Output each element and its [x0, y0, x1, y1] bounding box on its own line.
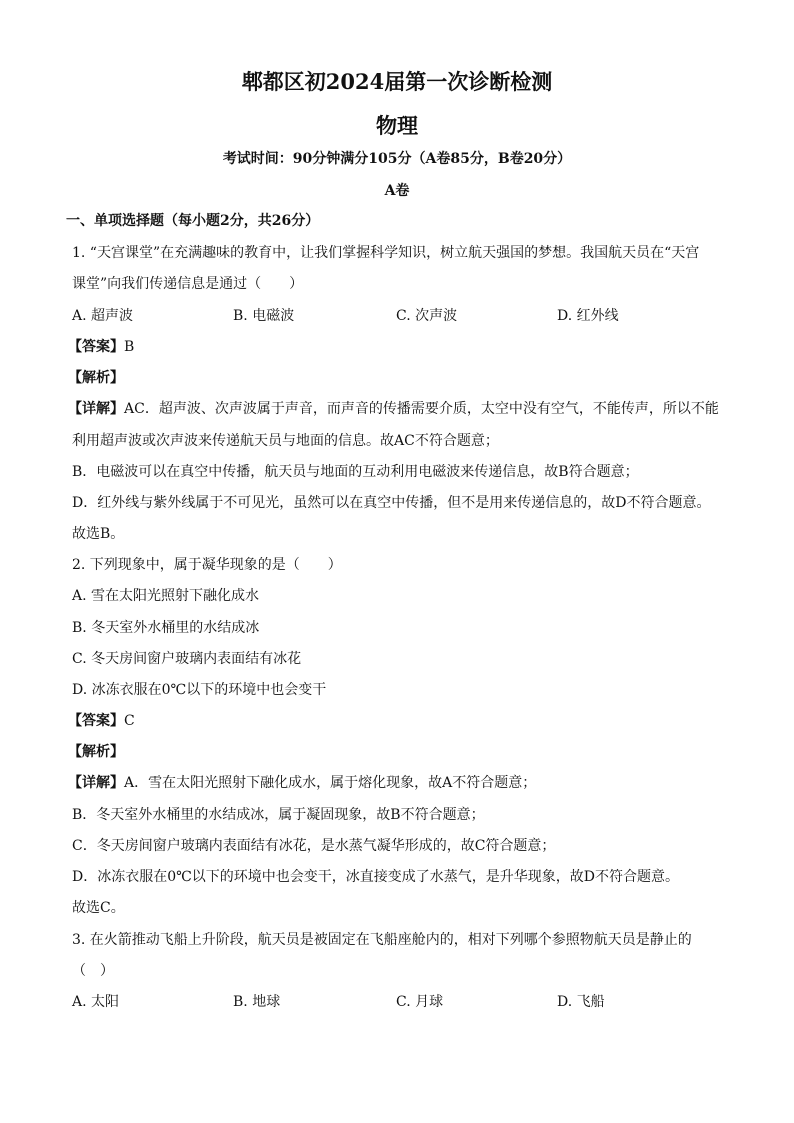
q2-detail-line1: 【详解】A．雪在太阳光照射下融化成水，属于熔化现象，故A不符合题意；: [68, 775, 537, 791]
q1-conclusion: 故选B。: [72, 526, 125, 542]
q3-option-c: C. 月球: [396, 994, 444, 1010]
bracket-tag: 【详解】: [68, 775, 124, 791]
q3-stem-line2: （ ）: [72, 963, 114, 979]
q3-stem-line1: 3. 在火箭推动飞船上升阶段，航天员是被固定在飞船座舱内的，相对下列哪个参照物航天员是静止的: [72, 932, 692, 948]
q2-detail-line4: D．冰冻衣服在0℃以下的环境中也会变干，冰直接变成了水蒸气，是升华现象，故D不符合题意。: [72, 869, 680, 885]
q1-stem-line1: 1. “天宫课堂”在充满趣味的教育中，让我们掌握科学知识，树立航天强国的梦想。我国航天员在“天宫: [72, 245, 700, 261]
q2-option-a: A. 雪在太阳光照射下融化成水: [72, 588, 260, 604]
q1-option-d: D. 红外线: [557, 308, 619, 324]
q2-option-b: B. 冬天室外水桶里的水结成冰: [72, 620, 260, 636]
bracket-tag: 【解析】: [68, 370, 124, 386]
q2-analysis-label: [68, 742, 124, 762]
q2-option-c: C. 冬天房间窗户玻璃内表面结有冰花: [72, 651, 302, 667]
bracket-tag: 【答案】: [68, 339, 124, 355]
q1-detail-line4: D．红外线与紫外线属于不可见光，虽然可以在真空中传播，但不是用来传递信息的，故D不符合题意。: [72, 495, 711, 511]
q2-detail-line3: C．冬天房间窗户玻璃内表面结有冰花，是水蒸气凝华形成的，故C符合题意；: [72, 838, 556, 854]
exam-info: 考试时间：90分钟满分105分（A卷85分，B卷20分）: [222, 151, 572, 167]
q1-option-c: C. 次声波: [396, 308, 458, 324]
q3-option-d: D. 飞船: [557, 994, 605, 1010]
q1-answer: 【答案】B: [68, 339, 135, 355]
q2-conclusion: 故选C。: [72, 900, 125, 916]
q1-detail-line2: 利用超声波或次声波来传递航天员与地面的信息。故AC不符合题意；: [72, 433, 499, 449]
q3-option-b: B. 地球: [233, 994, 281, 1010]
q1-analysis-label: [68, 368, 124, 388]
q1-detail-line3: B．电磁波可以在真空中传播，航天员与地面的互动利用电磁波来传递信息，故B符合题意；: [72, 464, 639, 480]
q2-answer: 【答案】C: [68, 713, 135, 729]
bracket-tag: 【解析】: [68, 744, 124, 760]
q1-option-b: B. 电磁波: [233, 308, 295, 324]
q1-option-a: A. 超声波: [72, 308, 134, 324]
q2-detail-line2: B．冬天室外水桶里的水结成冰，属于凝固现象，故B不符合题意；: [72, 807, 485, 823]
subject-title: 物理: [376, 113, 418, 138]
bracket-tag: 【答案】: [68, 713, 124, 729]
q1-detail-line1: 【详解】AC．超声波、次声波属于声音，而声音的传播需要介质，太空中没有空气，不能传声，所以不能: [68, 401, 719, 417]
q1-stem-line2: 课堂”向我们传递信息是通过（ ）: [72, 276, 304, 292]
volume-label: A卷: [384, 183, 410, 199]
section-heading: 一、单项选择题（每小题2分，共26分）: [66, 213, 320, 229]
q3-option-a: A. 太阳: [72, 994, 120, 1010]
bracket-tag: 【详解】: [68, 401, 124, 417]
q2-option-d: D. 冰冻衣服在0℃以下的环境中也会变干: [72, 682, 327, 698]
exam-title: 郫都区初2024届第一次诊断检测: [241, 69, 553, 94]
q2-stem: 2. 下列现象中，属于凝华现象的是（ ）: [72, 557, 342, 573]
